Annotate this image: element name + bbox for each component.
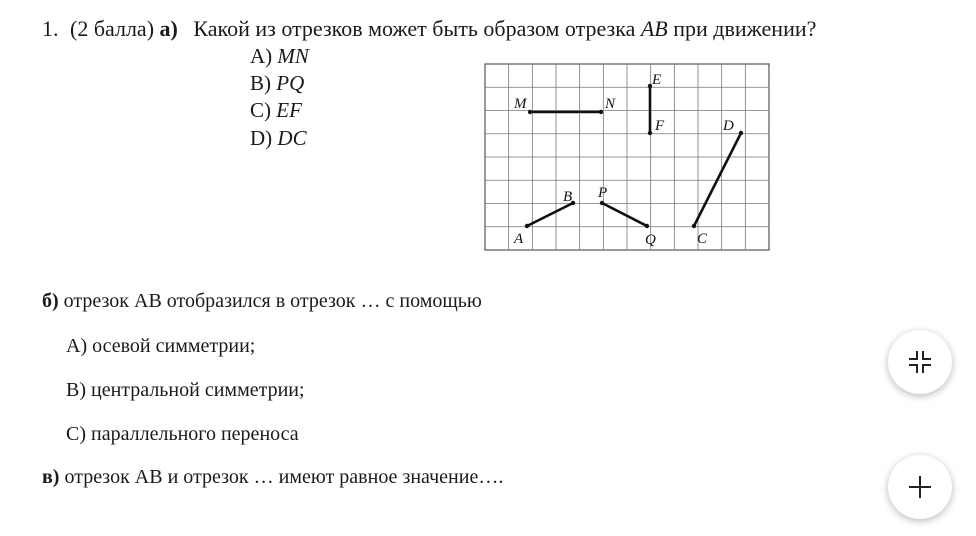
option-letter: B) (250, 71, 271, 95)
option-segment: PQ (276, 71, 305, 95)
collapse-button[interactable] (888, 330, 952, 394)
part-b-text: отрезок АВ отобразился в отрезок … с помощью (63, 290, 482, 312)
option-letter: D) (250, 126, 273, 150)
label-m: M (514, 96, 527, 112)
question-text: Какой из отрезков может быть образом отрезка (193, 16, 636, 41)
option-segment: DC (277, 126, 307, 150)
part-b-option-1: А) осевой симметрии; (66, 335, 256, 357)
label-c: C (697, 231, 708, 247)
question-text-end: при движении? (673, 16, 817, 41)
option-segment: MN (277, 44, 309, 68)
option-b (250, 71, 304, 96)
label-f: F (655, 118, 665, 134)
question-number: 1. (42, 16, 59, 41)
option-letter: A) (250, 44, 273, 68)
part-b-question (42, 290, 482, 313)
question-header (42, 16, 816, 42)
part-b-option-2: В) центральной симметрии; (66, 379, 305, 401)
question-segment: AB (640, 16, 668, 41)
label-q: Q (645, 232, 656, 248)
option-d (250, 126, 307, 151)
plus-icon (907, 474, 933, 500)
label-e: E (652, 72, 662, 88)
segments-grid-figure (470, 56, 780, 256)
label-b: B (563, 189, 573, 205)
option-a (250, 44, 309, 69)
label-p: P (598, 185, 608, 201)
option-c (250, 98, 302, 123)
label-n: N (605, 96, 616, 112)
option-letter: C) (250, 98, 271, 122)
label-d: D (723, 118, 734, 134)
part-v-question (42, 466, 503, 489)
part-b-option-3: С) параллельного переноса (66, 423, 299, 445)
question-points: (2 балла) (70, 16, 155, 41)
part-v-text: отрезок АВ и отрезок … имеют равное значение…. (64, 466, 504, 488)
part-v-marker: в) (42, 466, 60, 488)
part-a-marker: а) (159, 16, 178, 41)
part-b-marker: б) (42, 290, 59, 312)
add-button[interactable] (888, 455, 952, 519)
option-segment: EF (276, 98, 302, 122)
collapse-icon (907, 349, 933, 375)
label-a: A (514, 231, 524, 247)
